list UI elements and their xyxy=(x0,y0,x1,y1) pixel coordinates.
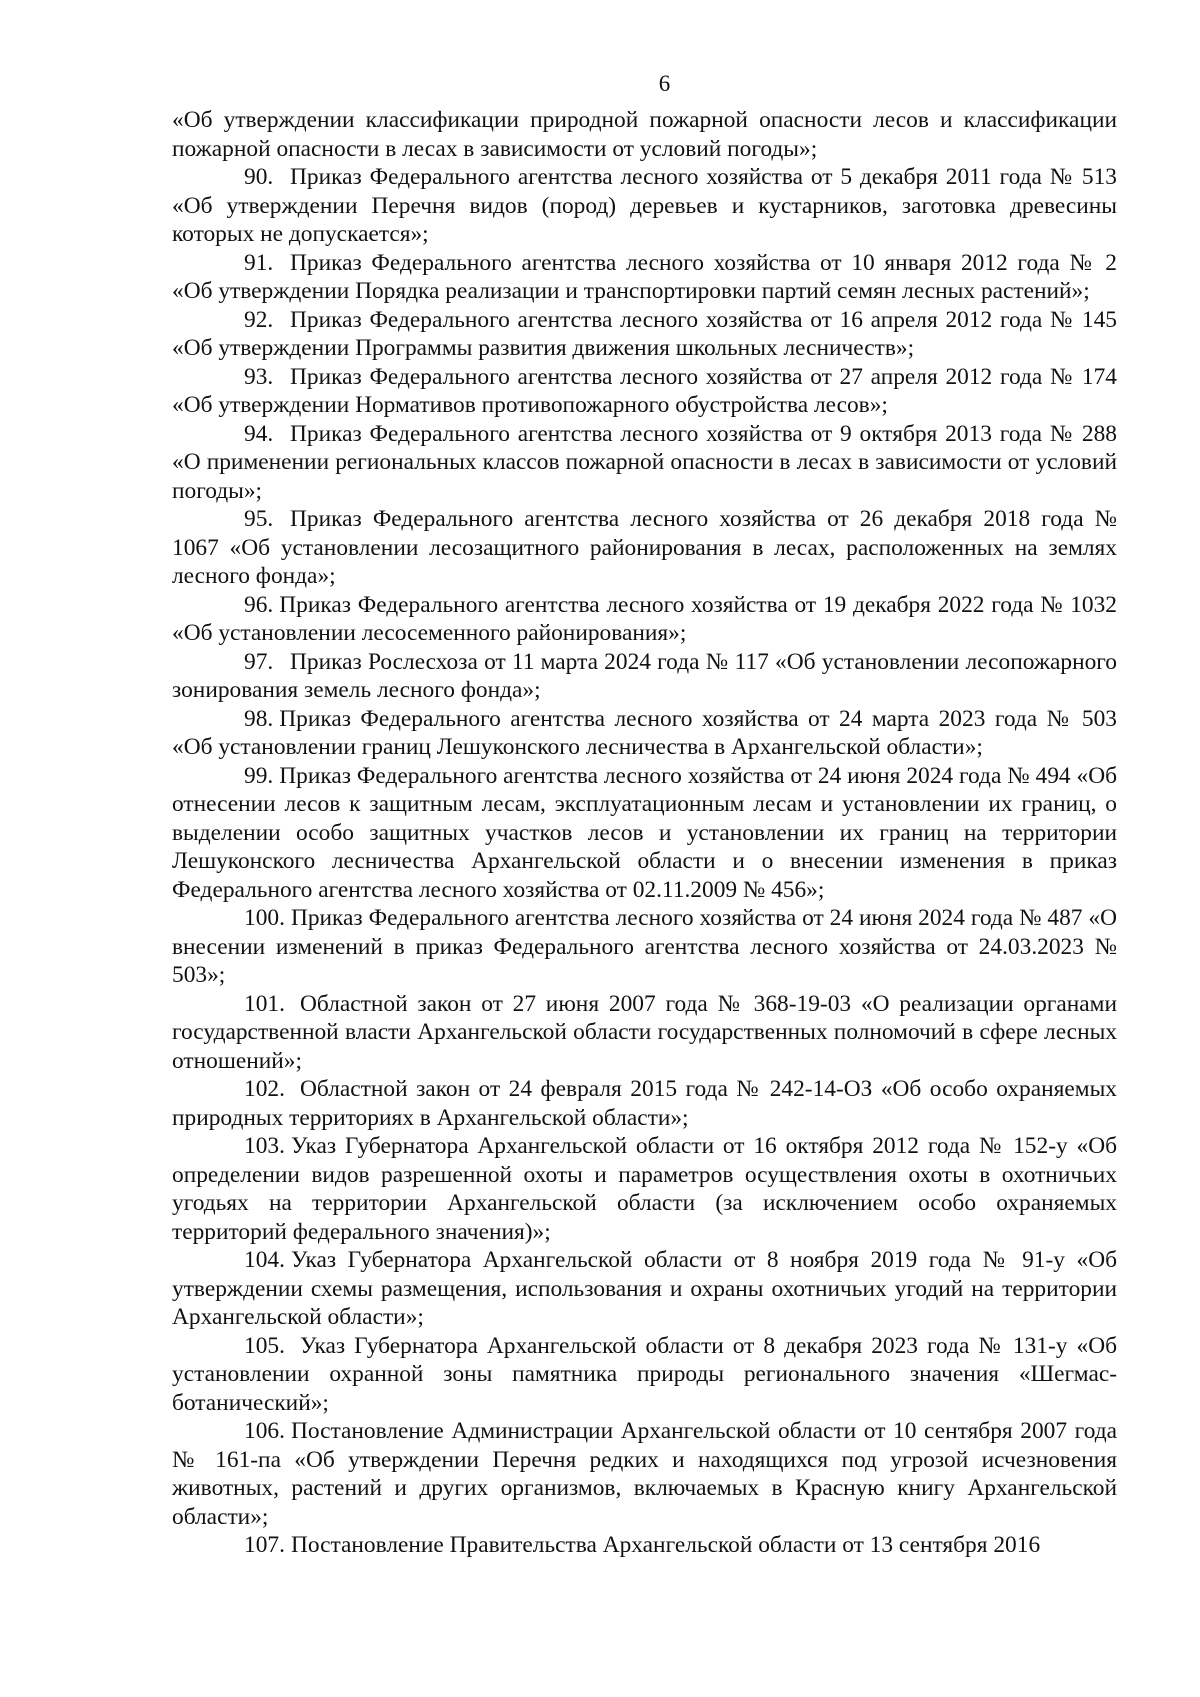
list-item-102 xyxy=(172,1075,1117,1132)
list-item-105 xyxy=(172,1332,1117,1418)
item-text: Приказ Федерального агентства лесного хозяйства от 5 декабря 2011 года № 513 «Об утверждении Перечня видов (пород) деревьев и кустарников, заготовка древесины которых не допускается»; xyxy=(172,164,1117,247)
item-text: Приказ Федерального агентства лесного хозяйства от 24 марта 2023 года № 503 «Об установлении границ Лешуконского лесничества в Архангельской области»; xyxy=(172,705,1117,760)
list-item-98 xyxy=(172,705,1117,762)
item-number: 96. xyxy=(244,591,274,618)
item-text: Приказ Федерального агентства лесного хозяйства от 27 апреля 2012 года № 174 «Об утверждении Нормативов противопожарного обустройства лесов»; xyxy=(172,363,1117,418)
item-text: Приказ Федерального агентства лесного хозяйства от 10 января 2012 года № 2 «Об утверждении Порядка реализации и транспортировки партий семян лесных растений»; xyxy=(172,249,1117,304)
list-item-107 xyxy=(172,1531,1117,1560)
list-item-103 xyxy=(172,1132,1117,1246)
list-item-90 xyxy=(172,163,1117,249)
list-item-91 xyxy=(172,249,1117,306)
item-number: 92. xyxy=(244,306,274,333)
lead-paragraph: «Об утверждении классификации природной пожарной опасности лесов и классификации пожарной опасности в лесах в зависимости от условий погоды»; xyxy=(172,107,1117,162)
item-text: Приказ Федерального агентства лесного хозяйства от 19 декабря 2022 года № 1032 «Об установлении лесосеменного районирования»; xyxy=(172,591,1117,646)
document-page xyxy=(172,70,1117,1560)
item-text: Приказ Рослесхоза от 11 марта 2024 года № 117 «Об установлении лесопожарного зонирования земель лесного фонда»; xyxy=(172,648,1117,703)
list-item-106 xyxy=(172,1417,1117,1531)
item-number: 106. xyxy=(244,1418,285,1444)
item-number: 107. xyxy=(244,1532,285,1558)
list-item-94 xyxy=(172,420,1117,506)
item-number: 101. xyxy=(244,990,285,1017)
item-number: 95. xyxy=(244,506,274,532)
item-number: 90. xyxy=(244,164,274,190)
list-item-92 xyxy=(172,306,1117,363)
item-number: 104. xyxy=(244,1247,285,1273)
list-item-101 xyxy=(172,990,1117,1076)
item-number: 97. xyxy=(244,648,274,675)
item-text: Приказ Федерального агентства лесного хозяйства от 26 декабря 2018 года № 1067 «Об установлении лесозащитного районирования в лесах, расположенных на землях лесного фонда»; xyxy=(172,506,1117,589)
list-item-99 xyxy=(172,762,1117,905)
item-text: Областной закон от 24 февраля 2015 года № 242-14-ОЗ «Об особо охраняемых природных территориях в Архангельской области»; xyxy=(172,1076,1117,1131)
item-number: 98. xyxy=(244,705,274,732)
list-item-95 xyxy=(172,505,1117,591)
item-number: 94. xyxy=(244,420,274,447)
item-text: Указ Губернатора Архангельской области от 8 декабря 2023 года № 131-у «Об установлении охранной зоны памятника природы регионального значения «Шегмас-ботанический»; xyxy=(172,1332,1117,1416)
item-number: 100. xyxy=(244,905,285,931)
item-number: 103. xyxy=(244,1133,285,1159)
item-number: 105. xyxy=(244,1332,285,1359)
item-number: 93. xyxy=(244,363,274,390)
item-text: Приказ Федерального агентства лесного хозяйства от 16 апреля 2012 года № 145 «Об утверждении Программы развития движения школьных лесничеств»; xyxy=(172,306,1117,361)
list-item-100 xyxy=(172,904,1117,990)
item-text: Приказ Федерального агентства лесного хозяйства от 24 июня 2024 года № 494 «Об отнесении лесов к защитным лесам, эксплуатационным лесам и установлении их границ, о выделении особо защитных участков лесов и установлении их границ на территории Лешуконского лесничества Архангельской области и о внесении изменения в приказ Федерального агентства лесного хозяйства от 02.11.2009 № 456»; xyxy=(172,762,1117,903)
list-item-104 xyxy=(172,1246,1117,1332)
item-text: Указ Губернатора Архангельской области от 16 октября 2012 года № 152-у «Об определении видов разрешенной охоты и параметров осуществления охоты в охотничьих угодьях на территории Архангельской области (за исключением особо охраняемых территорий федерального значения)»; xyxy=(172,1133,1117,1245)
item-text: Постановление Администрации Архангельской области от 10 сентября 2007 года № 161-па «Об утверждении Перечня редких и находящихся под угрозой исчезновения животных, растений и других организмов, включаемых в Красную книгу Архангельской области»; xyxy=(172,1418,1117,1530)
list-item-96 xyxy=(172,591,1117,648)
item-text: Областной закон от 27 июня 2007 года № 368-19-03 «О реализации органами государственной власти Архангельской области государственных полномочий в сфере лесных отношений»; xyxy=(172,990,1117,1074)
list-item-93 xyxy=(172,363,1117,420)
item-number: 99. xyxy=(244,762,274,789)
item-text: Постановление Правительства Архангельской области от 13 сентября 2016 xyxy=(290,1532,1041,1558)
item-number: 102. xyxy=(244,1076,285,1102)
item-text: Приказ Федерального агентства лесного хозяйства от 24 июня 2024 года № 487 «О внесении изменений в приказ Федерального агентства лесного хозяйства от 24.03.2023 № 503»; xyxy=(172,905,1117,988)
page-number: 6 xyxy=(658,71,671,96)
list-item-97 xyxy=(172,648,1117,705)
item-text: Указ Губернатора Архангельской области от 8 ноября 2019 года № 91-у «Об утверждении схемы размещения, использования и охраны охотничьих угодий на территории Архангельской области»; xyxy=(172,1247,1117,1330)
item-text: Приказ Федерального агентства лесного хозяйства от 9 октября 2013 года № 288 «О применении региональных классов пожарной опасности в лесах в зависимости от условий погоды»; xyxy=(172,420,1117,504)
item-number: 91. xyxy=(244,249,274,276)
